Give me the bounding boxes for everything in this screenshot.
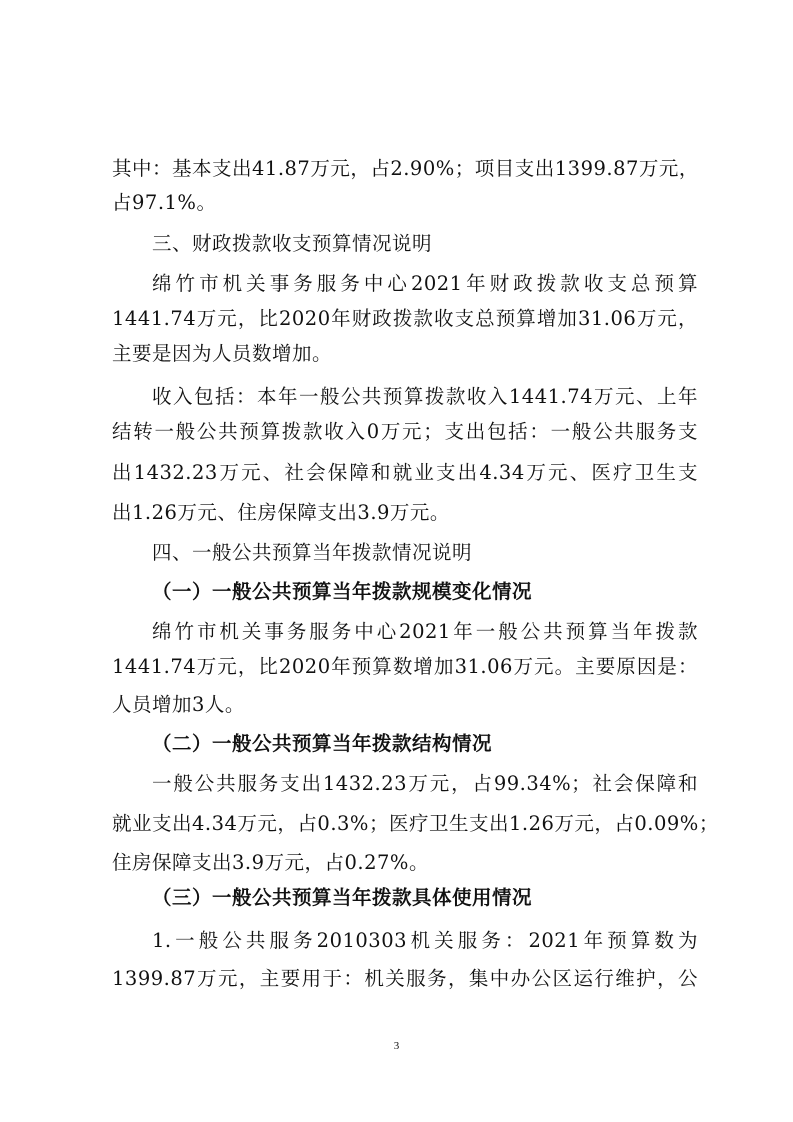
paragraph-line: 结转一般公共预算拨款收入0万元；支出包括：一般公共服务支 [112,420,698,443]
paragraph-line: 出1432.23万元、社会保障和就业支出4.34万元、医疗卫生支 [112,461,698,484]
page-number: 3 [393,1040,400,1052]
paragraph-line: 住房保障支出3.9万元，占0.27%。 [112,851,429,874]
paragraph-line: 人员增加3人。 [112,693,245,716]
paragraph-line: 收入包括：本年一般公共预算拨款收入1441.74万元、上年 [152,385,698,408]
subsection-heading: （三）一般公共预算当年拨款具体使用情况 [152,886,533,909]
section-heading: 三、财政拨款收支预算情况说明 [152,232,433,255]
paragraph-line: 1441.74万元，比2020年财政拨款收支总预算增加31.06万元， [112,307,698,330]
paragraph-line: 就业支出4.34万元，占0.3%；医疗卫生支出1.26万元，占0.09%； [112,812,719,835]
paragraph-line: 占97.1%。 [112,191,217,214]
paragraph-line: 主要是因为人员数增加。 [112,342,333,365]
paragraph-line: 1.一般公共服务2010303机关服务：2021年预算数为 [152,929,698,952]
paragraph-line: 出1.26万元、住房保障支出3.9万元。 [112,501,450,524]
paragraph-line: 其中：基本支出41.87万元，占2.90%；项目支出1399.87万元， [112,157,699,180]
subsection-heading: （二）一般公共预算当年拨款结构情况 [152,732,493,755]
paragraph-line: 一般公共服务支出1432.23万元，占99.34%；社会保障和 [152,772,698,795]
paragraph-line: 1441.74万元，比2020年预算数增加31.06万元。主要原因是： [112,655,698,678]
subsection-heading: （一）一般公共预算当年拨款规模变化情况 [152,580,533,603]
paragraph-line: 绵竹市机关事务服务中心2021年一般公共预算当年拨款 [152,620,698,643]
section-heading: 四、一般公共预算当年拨款情况说明 [152,541,473,564]
paragraph-line: 绵竹市机关事务服务中心2021年财政拨款收支总预算 [152,272,698,295]
paragraph-line: 1399.87万元，主要用于：机关服务，集中办公区运行维护，公 [112,967,698,990]
